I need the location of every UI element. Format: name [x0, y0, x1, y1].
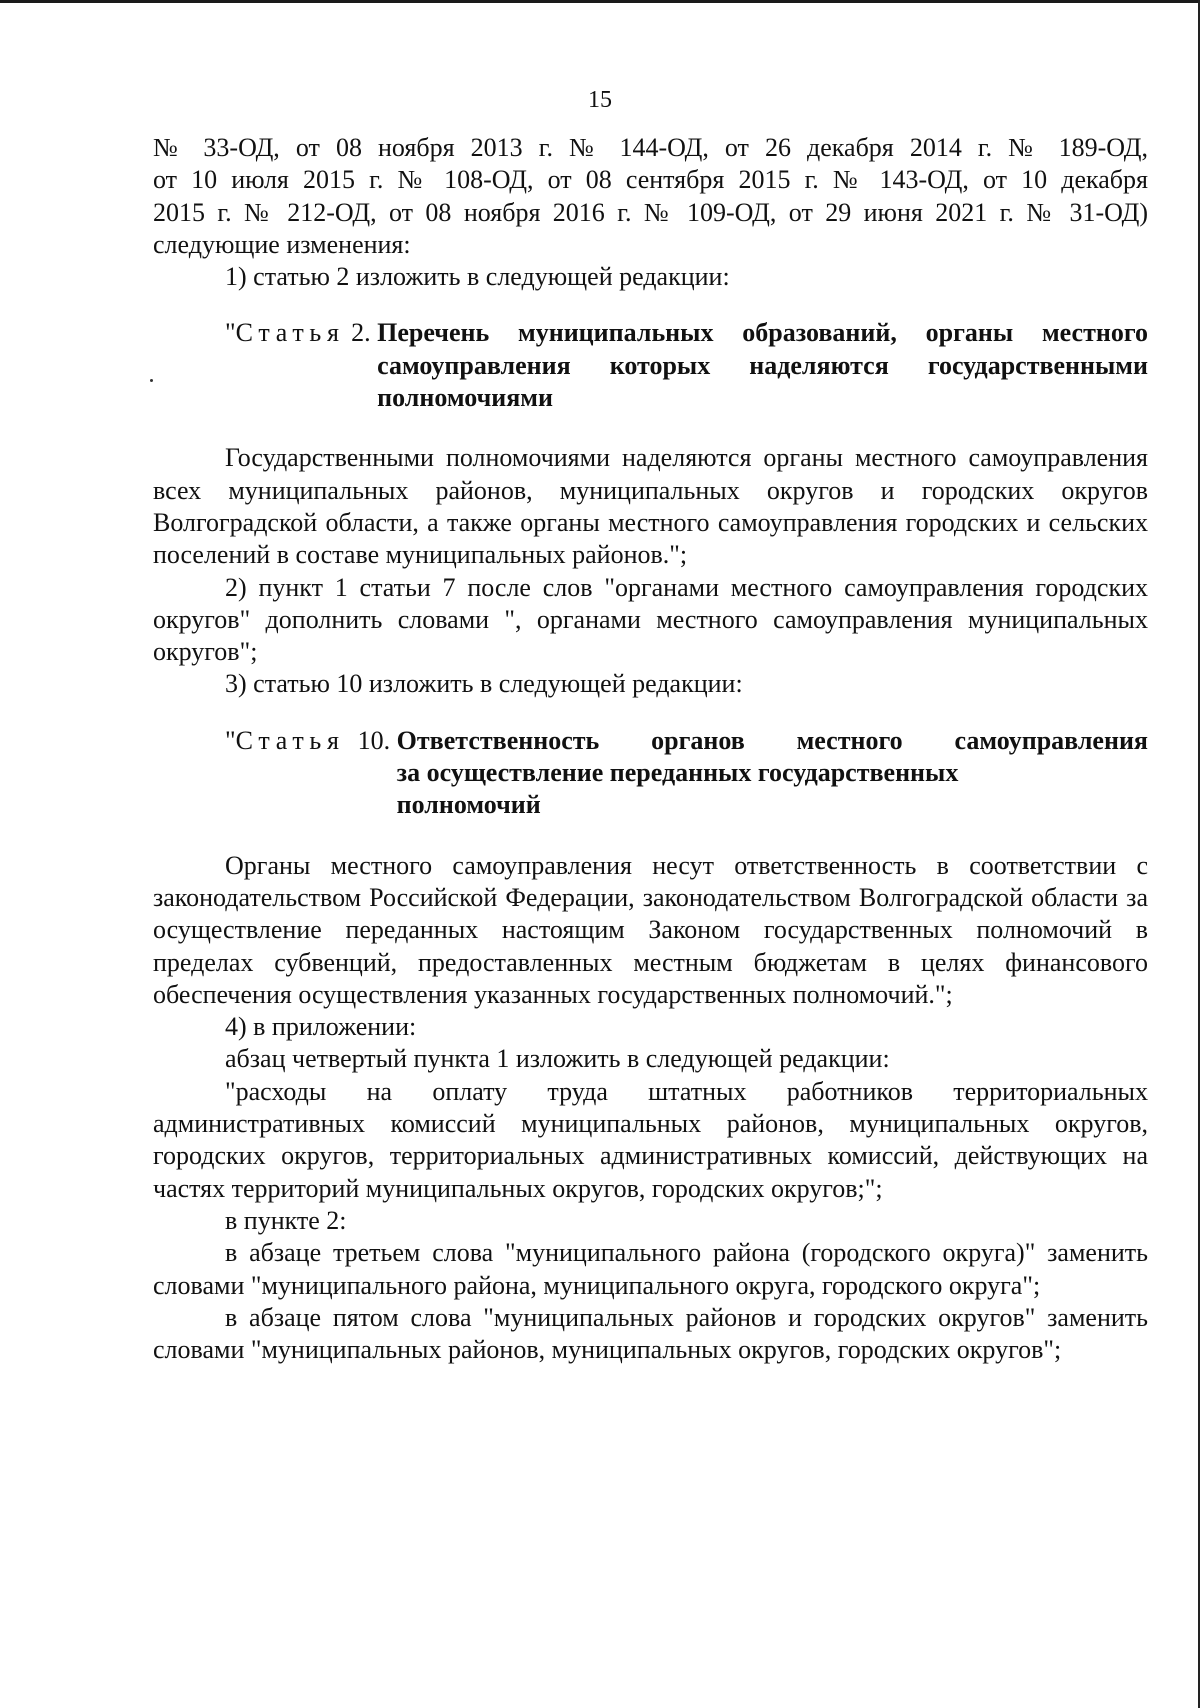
- article-10-title-line-1: Ответственность органов местного самоуправления: [396, 725, 1148, 755]
- scan-edge-top: [0, 0, 1200, 3]
- amendment-item-4: 4) в приложении:: [225, 1012, 417, 1042]
- article-10-heading: [225, 725, 1148, 822]
- amendment-item-3: 3) статью 10 изложить в следующей редакции:: [225, 669, 743, 699]
- article-2-body: Государственными полномочиями наделяются органы местного самоуправления всех муниципальных районов, муниципальных округов и городских округов Волгоградской области, а также органы местного самоуправления городских и сельских поселений в составе муниципальных районов.";: [153, 443, 1148, 570]
- intro-line-3: 2015 г. № 212-ОД, от 08 ноября 2016 г. № 109-ОД, от 29 июня 2021 г. № 31-ОД): [153, 197, 1148, 227]
- amendment-item-4a: абзац четвертый пункта 1 изложить в следующей редакции:: [225, 1044, 890, 1074]
- article-2-heading: [225, 317, 1148, 414]
- amendment-item-4b-1: в абзаце третьем слова "муниципального района (городского округа)" заменить словами "муниципального района, муниципального округа, городского округа";: [153, 1238, 1148, 1300]
- amendment-item-4b-2: в абзаце пятом слова "муниципальных районов и городских округов" заменить словами "муниципальных районов, муниципальных округов, городских округов";: [153, 1302, 1148, 1365]
- page-number: 15: [588, 87, 612, 113]
- amendment-item-2: 2) пункт 1 статьи 7 после слов "органами местного самоуправления городских округов" дополнить словами ", органами местного самоуправления муниципальных округов";: [153, 572, 1148, 667]
- amendment-item-4b: в пункте 2:: [225, 1205, 347, 1235]
- article-2-label: "Статья 2.: [225, 318, 378, 348]
- article-10-title-line-3: полномочий: [396, 790, 541, 820]
- intro-line-2: от 10 июля 2015 г. № 108-ОД, от 08 сентября 2015 г. № 143-ОД, от 10 декабря: [153, 165, 1148, 195]
- intro-line-1: № 33-ОД, от 08 ноября 2013 г. № 144-ОД, от 26 декабря 2014 г. № 189-ОД,: [153, 133, 1148, 162]
- article-2-title: [377, 317, 1148, 414]
- article-10-title: [397, 725, 1148, 822]
- article-10-label: "Статья 10.: [225, 725, 397, 755]
- article-10-body: Органы местного самоуправления несут ответственность в соответствии с законодательством Российской Федерации, законодательством Волгоградской области за осуществление переданных настоящим Законом государственных полномочий в пределах субвенций, предоставленных местным бюджетам в целях финансового обеспечения осуществления указанных государственных полномочий.";: [153, 850, 1148, 1009]
- amendment-item-4a-text: "расходы на оплату труда штатных работников территориальных административных комиссий муниципальных районов, муниципальных округов, городских округов, территориальных административных комиссий, действующих на частях территорий муниципальных округов, городских округов;";: [153, 1076, 1148, 1203]
- article-2-title-line-2: самоуправления которых наделяются государственными: [377, 350, 1148, 380]
- article-10-title-line-2: за осуществление переданных государственных: [396, 758, 959, 788]
- amendment-item-1: 1) статью 2 изложить в следующей редакции:: [225, 262, 730, 292]
- article-2-title-line-1: Перечень муниципальных образований, органы местного: [377, 318, 1148, 348]
- article-2-title-line-3: полномочиями: [377, 383, 553, 413]
- document-body: [153, 132, 1148, 1366]
- intro-line-4: следующие изменения:: [153, 229, 411, 259]
